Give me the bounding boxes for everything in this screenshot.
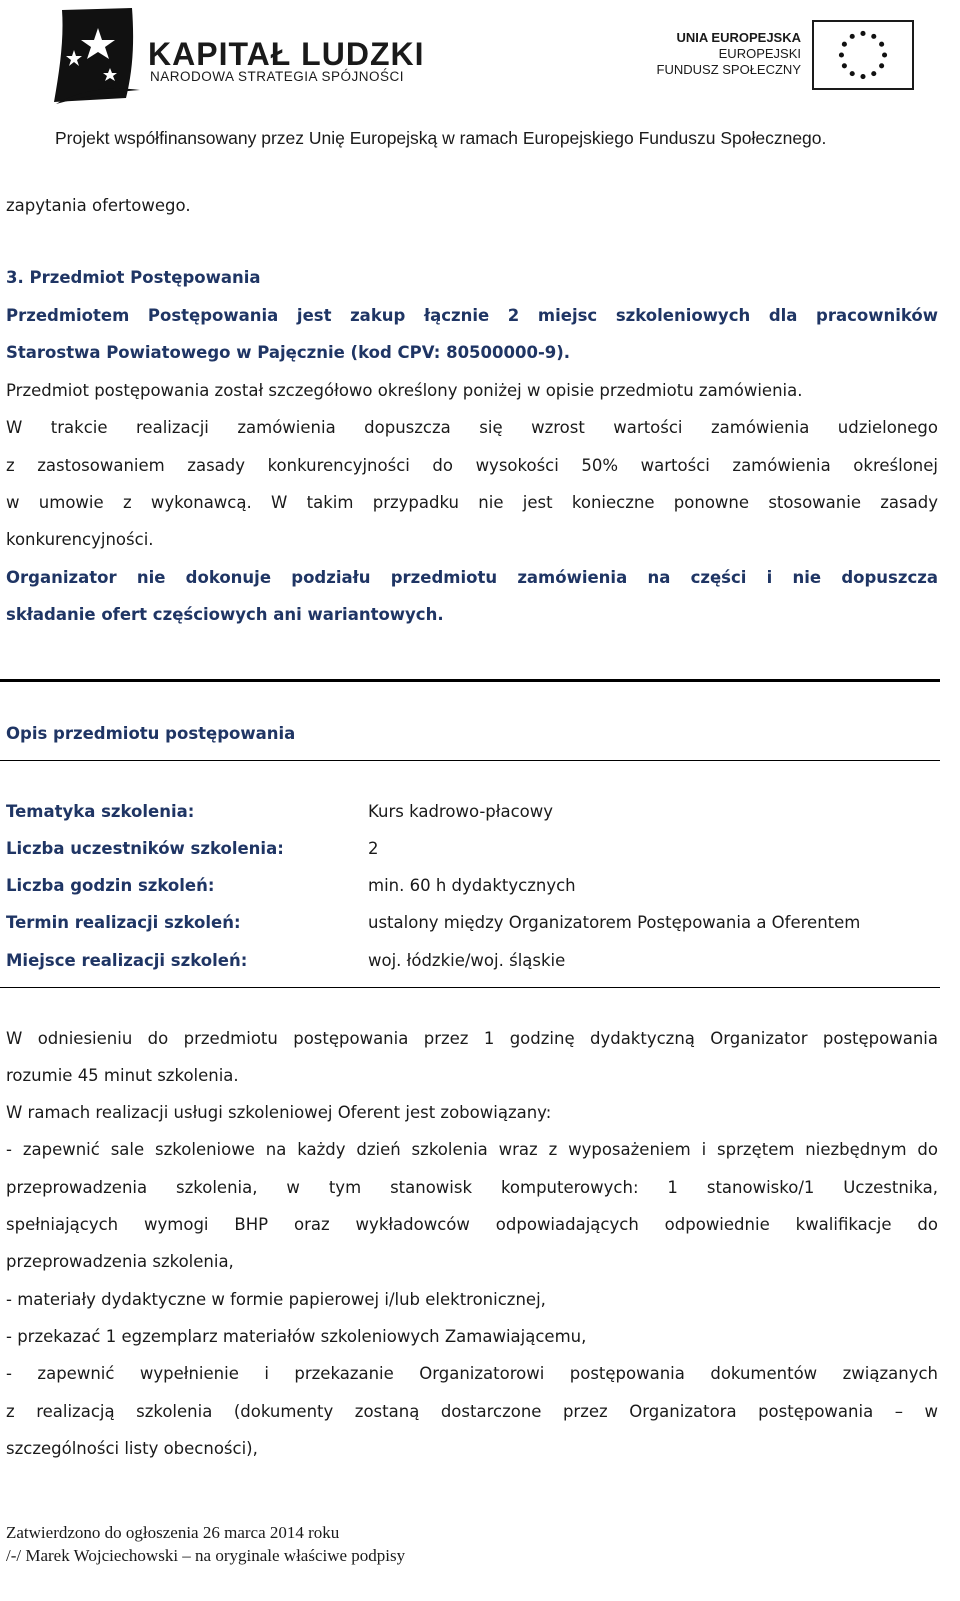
- field-label-liczba-uczestnikow: Liczba uczestników szkolenia:: [6, 839, 284, 858]
- field-value-termin: ustalony między Organizatorem Postępowania a Oferentem: [368, 913, 861, 932]
- paragraph-line: W trakcie realizacji zamówienia dopuszcza się wzrost wartości zamówienia udzielonego: [6, 418, 938, 437]
- field-value-liczba-godzin: min. 60 h dydaktycznych: [368, 876, 576, 895]
- detail-line: - materiały dydaktyczne w formie papierowej i/lub elektronicznej,: [6, 1290, 546, 1309]
- field-label-termin: Termin realizacji szkoleń:: [6, 913, 241, 932]
- detail-line: - zapewnić sale szkoleniowe na każdy dzień szkolenia wraz z wyposażeniem i sprzętem niezbędnym do: [6, 1140, 938, 1159]
- logo-kapital-ludzki-title: KAPITAŁ LUDZKI: [148, 36, 425, 72]
- field-value-miejsce: woj. łódzkie/woj. śląskie: [368, 951, 566, 970]
- kapital-ludzki-star-logo-icon: [40, 6, 150, 106]
- detail-line: szczególności listy obecności),: [6, 1439, 258, 1458]
- detail-line: przeprowadzenia szkolenia, w tym stanowisk komputerowych: 1 stanowisko/1 Uczestnika,: [6, 1178, 938, 1197]
- divider: [0, 679, 940, 682]
- section-heading: 3. Przedmiot Postępowania: [6, 268, 261, 287]
- field-value-liczba-uczestnikow: 2: [368, 839, 379, 858]
- note-bold-line: Organizator nie dokonuje podziału przedmiotu zamówienia na części i nie dopuszcza: [6, 568, 938, 587]
- field-label-miejsce: Miejsce realizacji szkoleń:: [6, 951, 248, 970]
- subject-bold-line: Przedmiotem Postępowania jest zakup łącznie 2 miejsc szkoleniowych dla pracowników: [6, 306, 938, 325]
- subject-bold-line: Starostwa Powiatowego w Pajęcznie (kod CPV: 80500000-9).: [6, 343, 571, 362]
- eu-line-1: UNIA EUROPEJSKA: [676, 30, 801, 45]
- eu-line-3: FUNDUSZ SPOŁECZNY: [656, 62, 801, 77]
- eu-logo-text: [656, 30, 801, 78]
- divider: [0, 760, 940, 761]
- detail-line: z realizacją szkolenia (dokumenty zostaną dostarczone przez Organizatora postępowania – w: [6, 1402, 938, 1421]
- continuation-text: zapytania ofertowego.: [6, 196, 191, 215]
- field-label-tematyka: Tematyka szkolenia:: [6, 802, 195, 821]
- opis-heading: Opis przedmiotu postępowania: [6, 724, 296, 743]
- paragraph-line: z zastosowaniem zasady konkurencyjności do wysokości 50% wartości zamówienia określonej: [6, 456, 938, 475]
- eu-flag-icon: [812, 20, 914, 90]
- detail-line: - zapewnić wypełnienie i przekazanie Organizatorowi postępowania dokumentów związanych: [6, 1364, 938, 1383]
- paragraph-line: konkurencyjności.: [6, 530, 154, 549]
- eu-line-2: EUROPEJSKI: [718, 46, 801, 61]
- detail-line: przeprowadzenia szkolenia,: [6, 1252, 234, 1271]
- field-label-liczba-godzin: Liczba godzin szkoleń:: [6, 876, 215, 895]
- detail-line: W odniesieniu do przedmiotu postępowania przez 1 godzinę dydaktyczną Organizator postępowania: [6, 1029, 938, 1048]
- logo-kapital-ludzki-subtitle: NARODOWA STRATEGIA SPÓJNOŚCI: [150, 69, 405, 84]
- detail-line: rozumie 45 minut szkolenia.: [6, 1066, 239, 1085]
- detail-line: W ramach realizacji usługi szkoleniowej Oferent jest zobowiązany:: [6, 1103, 552, 1122]
- detail-line: - przekazać 1 egzemplarz materiałów szkoleniowych Zamawiającemu,: [6, 1327, 587, 1346]
- signature-note: /-/ Marek Wojciechowski – na oryginale właściwe podpisy: [6, 1546, 406, 1565]
- detail-line: spełniających wymogi BHP oraz wykładowców odpowiadających odpowiednie kwalifikacje do: [6, 1215, 938, 1234]
- field-value-tematyka: Kurs kadrowo-płacowy: [368, 802, 553, 821]
- cofinancing-note: Projekt współfinansowany przez Unię Europejską w ramach Europejskiego Funduszu Społecznego.: [55, 128, 827, 148]
- paragraph-line: Przedmiot postępowania został szczegółowo określony poniżej w opisie przedmiotu zamówienia.: [6, 381, 803, 400]
- note-bold-line: składanie ofert częściowych ani wariantowych.: [6, 605, 444, 624]
- divider: [0, 987, 940, 988]
- approval-note: Zatwierdzono do ogłoszenia 26 marca 2014 roku: [6, 1523, 340, 1542]
- paragraph-line: w umowie z wykonawcą. W takim przypadku nie jest konieczne ponowne stosowanie zasady: [6, 493, 938, 512]
